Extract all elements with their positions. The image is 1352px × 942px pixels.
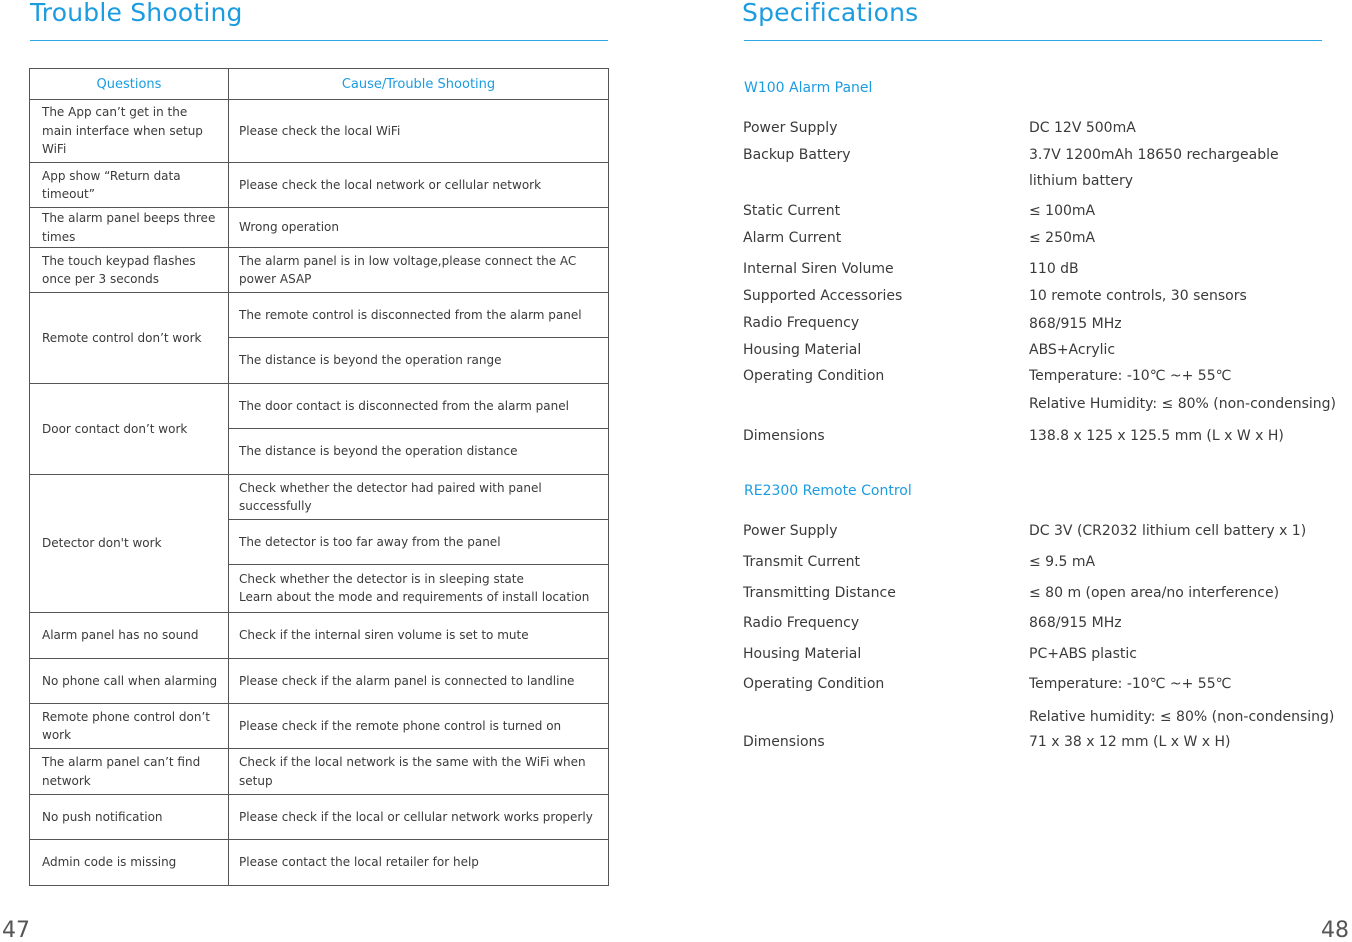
title-divider [744,40,1322,41]
table-row [30,384,608,475]
spec-value: 110 dB [1029,261,1079,277]
spec-value: ≤ 80 m (open area/no interference) [1029,585,1280,601]
spec-value: DC 12V 500mA [1029,120,1136,136]
spec-value: 138.8 x 125 x 125.5 mm (L x W x H) [1029,428,1284,444]
table-row [30,293,608,384]
question-cell: Admin code is missing [30,840,229,885]
cause-cell: The remote control is disconnected from the alarm panel [229,293,608,338]
w100-heading: W100 Alarm Panel [744,80,873,96]
table-row [30,659,608,704]
spec-value-continued: Relative Humidity: ≤ 80% (non-condensing) [1029,396,1337,412]
spec-label: Housing Material [743,646,862,662]
spec-label: Supported Accessories [743,288,903,304]
cause-cell: Check whether the detector is in sleeping state Learn about the mode and requirements of install location [239,571,590,604]
spec-label: Static Current [743,203,841,219]
cause-cell: Check if the internal siren volume is set to mute [239,628,529,643]
spec-value: 10 remote controls, 30 sensors [1029,288,1247,304]
title-divider [30,40,608,41]
spec-label: Operating Condition [743,368,885,384]
spec-value-continued: lithium battery [1029,173,1134,189]
spec-value: DC 3V (CR2032 lithium cell battery x 1) [1029,523,1307,539]
cause-cell: Check if the local network is the same with the WiFi when setup [239,755,586,788]
question-cell: The App can’t get in the main interface when setup WiFi [30,100,229,162]
table-row [30,749,608,795]
spec-label: Backup Battery [743,147,851,163]
questions-header: Questions [30,69,229,99]
cause-cell: Please contact the local retailer for help [239,855,479,870]
table-row [30,704,608,749]
question-cell: The alarm panel can’t find network [30,749,229,794]
re2300-heading: RE2300 Remote Control [744,483,912,499]
spec-value: ≤ 250mA [1029,230,1096,246]
spec-value: ≤ 100mA [1029,203,1096,219]
causes-header: Cause/Trouble Shooting [341,76,496,92]
question-cell: Door contact don’t work [30,384,229,474]
table-row [30,208,608,248]
spec-label: Radio Frequency [743,615,860,631]
question-cell: The touch keypad flashes once per 3 seconds [30,248,229,292]
spec-value: ≤ 9.5 mA [1029,554,1096,570]
spec-label: Transmit Current [743,554,861,570]
spec-label: Radio Frequency [743,315,860,331]
question-cell: No phone call when alarming [30,659,229,703]
spec-label: Power Supply [743,120,838,136]
page-number: 48 [1321,918,1349,942]
cause-cell: Check whether the detector had paired with panel successfully [229,475,608,520]
page-title: Specifications [742,0,919,27]
cause-cell: Please check if the remote phone control is turned on [239,718,562,733]
spec-value: 3.7V 1200mAh 18650 rechargeable [1029,147,1279,163]
spec-value: 868/915 MHz [1029,316,1122,332]
cause-cell: The distance is beyond the operation range [239,353,502,368]
spec-label: Dimensions [743,428,825,444]
specifications-page [676,0,1352,942]
question-cell: The alarm panel beeps three times [30,208,229,247]
cause-cell: The detector is too far away from the panel [229,520,608,565]
spec-value: Temperature: -10℃ ~+ 55℃ [1029,676,1232,692]
spec-label: Internal Siren Volume [743,261,894,277]
cause-cell: Please check if the local or cellular network works properly [239,809,593,824]
table-row [30,840,608,885]
spec-value: 71 x 38 x 12 mm (L x W x H) [1029,734,1231,750]
trouble-shooting-table [29,68,609,886]
table-row [30,163,608,208]
question-cell: Remote control don’t work [30,293,229,383]
spec-label: Alarm Current [743,230,842,246]
spec-value: Temperature: -10℃ ~+ 55℃ [1029,368,1232,384]
cause-cell: The door contact is disconnected from the alarm panel [229,384,608,429]
table-row [30,795,608,840]
cause-cell: Please check if the alarm panel is connected to landline [239,673,575,688]
table-row [30,613,608,659]
page-title: Trouble Shooting [30,0,243,27]
page-number: 47 [2,918,30,942]
question-cell: App show “Return data timeout” [30,163,229,207]
spec-label: Operating Condition [743,676,885,692]
spec-label: Housing Material [743,342,862,358]
spec-label: Dimensions [743,734,825,750]
spec-label: Power Supply [743,523,838,539]
cause-cell: The alarm panel is in low voltage,please connect the AC power ASAP [239,253,577,286]
spec-label: Transmitting Distance [743,585,896,601]
table-header [30,69,608,100]
question-cell: Detector don't work [30,475,229,612]
question-cell: Remote phone control don’t work [30,704,229,748]
table-row [30,248,608,293]
cause-cell: Wrong operation [239,220,339,235]
cause-cell: Please check the local WiFi [239,123,401,138]
table-row [30,475,608,613]
cause-cell: The distance is beyond the operation distance [239,444,518,459]
spec-value: 868/915 MHz [1029,615,1122,631]
question-cell: Alarm panel has no sound [30,613,229,658]
question-cell: No push notification [30,795,229,839]
spec-value: ABS+Acrylic [1029,342,1116,358]
table-row [30,100,608,163]
spec-value: PC+ABS plastic [1029,646,1137,662]
spec-value-continued: Relative humidity: ≤ 80% (non-condensing) [1029,709,1335,725]
cause-cell: Please check the local network or cellular network [239,177,542,192]
